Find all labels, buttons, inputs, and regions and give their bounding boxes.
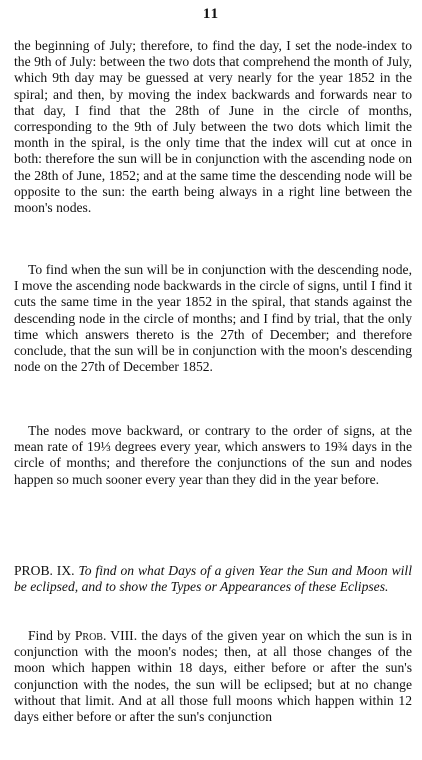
paragraph-lead: Find by (28, 628, 71, 643)
paragraph-eclipse-method (14, 628, 412, 725)
paragraph-rest: the days of the given year on which the sun is in conjunction with the moon's nodes; then, at all those changes of the moon which happen within 18 days, either before or after the sun's conjunction with the nodes, the sun will be eclipsed; but at no change without that limit. And at all those full moons which happen within 12 days either before or after the sun's conjunction (14, 628, 412, 725)
problem-heading (14, 563, 412, 595)
paragraph-node-index: the beginning of July; therefore, to find the day, I set the node-index to the 9th of July: between the two dots that comprehend the month of July, which 9th day may be guessed at very nearly for the year 1852 in the spiral; and then, by moving the index backwards and forwards near to that day, I find that the 28th of June in the circle of months, corresponding to the 9th of July between the two dots which limit the month in the spiral, is the only time that the index will cut at once in both: therefore the sun will be in conjunction with the ascending node on the 28th of June, 1852; and at the same time the descending node will be opposite to the sun: the earth being always in a right line between the moon's nodes. (14, 38, 412, 216)
page-number: 11 (202, 6, 220, 22)
problem-label: PROB. IX. (14, 563, 75, 578)
problem-title: To find on what Days of a given Year the Sun and Moon will be eclipsed, and to show the Types or Appearances of these Eclipses. (14, 563, 412, 595)
paragraph-descending-node: To find when the sun will be in conjunction with the descending node, I move the ascending node backwards in the circle of signs, until I find it cuts the same time in the year 1852 in the spiral, that stands against the descending node in the circle of months; and I find by trial, that the only time which answers thereto is the 27th of December; and therefore conclude, that the sun will be in conjunction with the moon's descending node on the 27th of December 1852. (14, 262, 412, 375)
paragraph-nodes-motion: The nodes move backward, or contrary to the order of signs, at the mean rate of 19⅓ degrees every year, which answers to 19¾ days in the circle of months; and therefore the conjunctions of the sun and nodes happen so much sooner every year than they did in the year before. (14, 423, 412, 487)
problem-reference: Prob. VIII. (74, 628, 138, 643)
